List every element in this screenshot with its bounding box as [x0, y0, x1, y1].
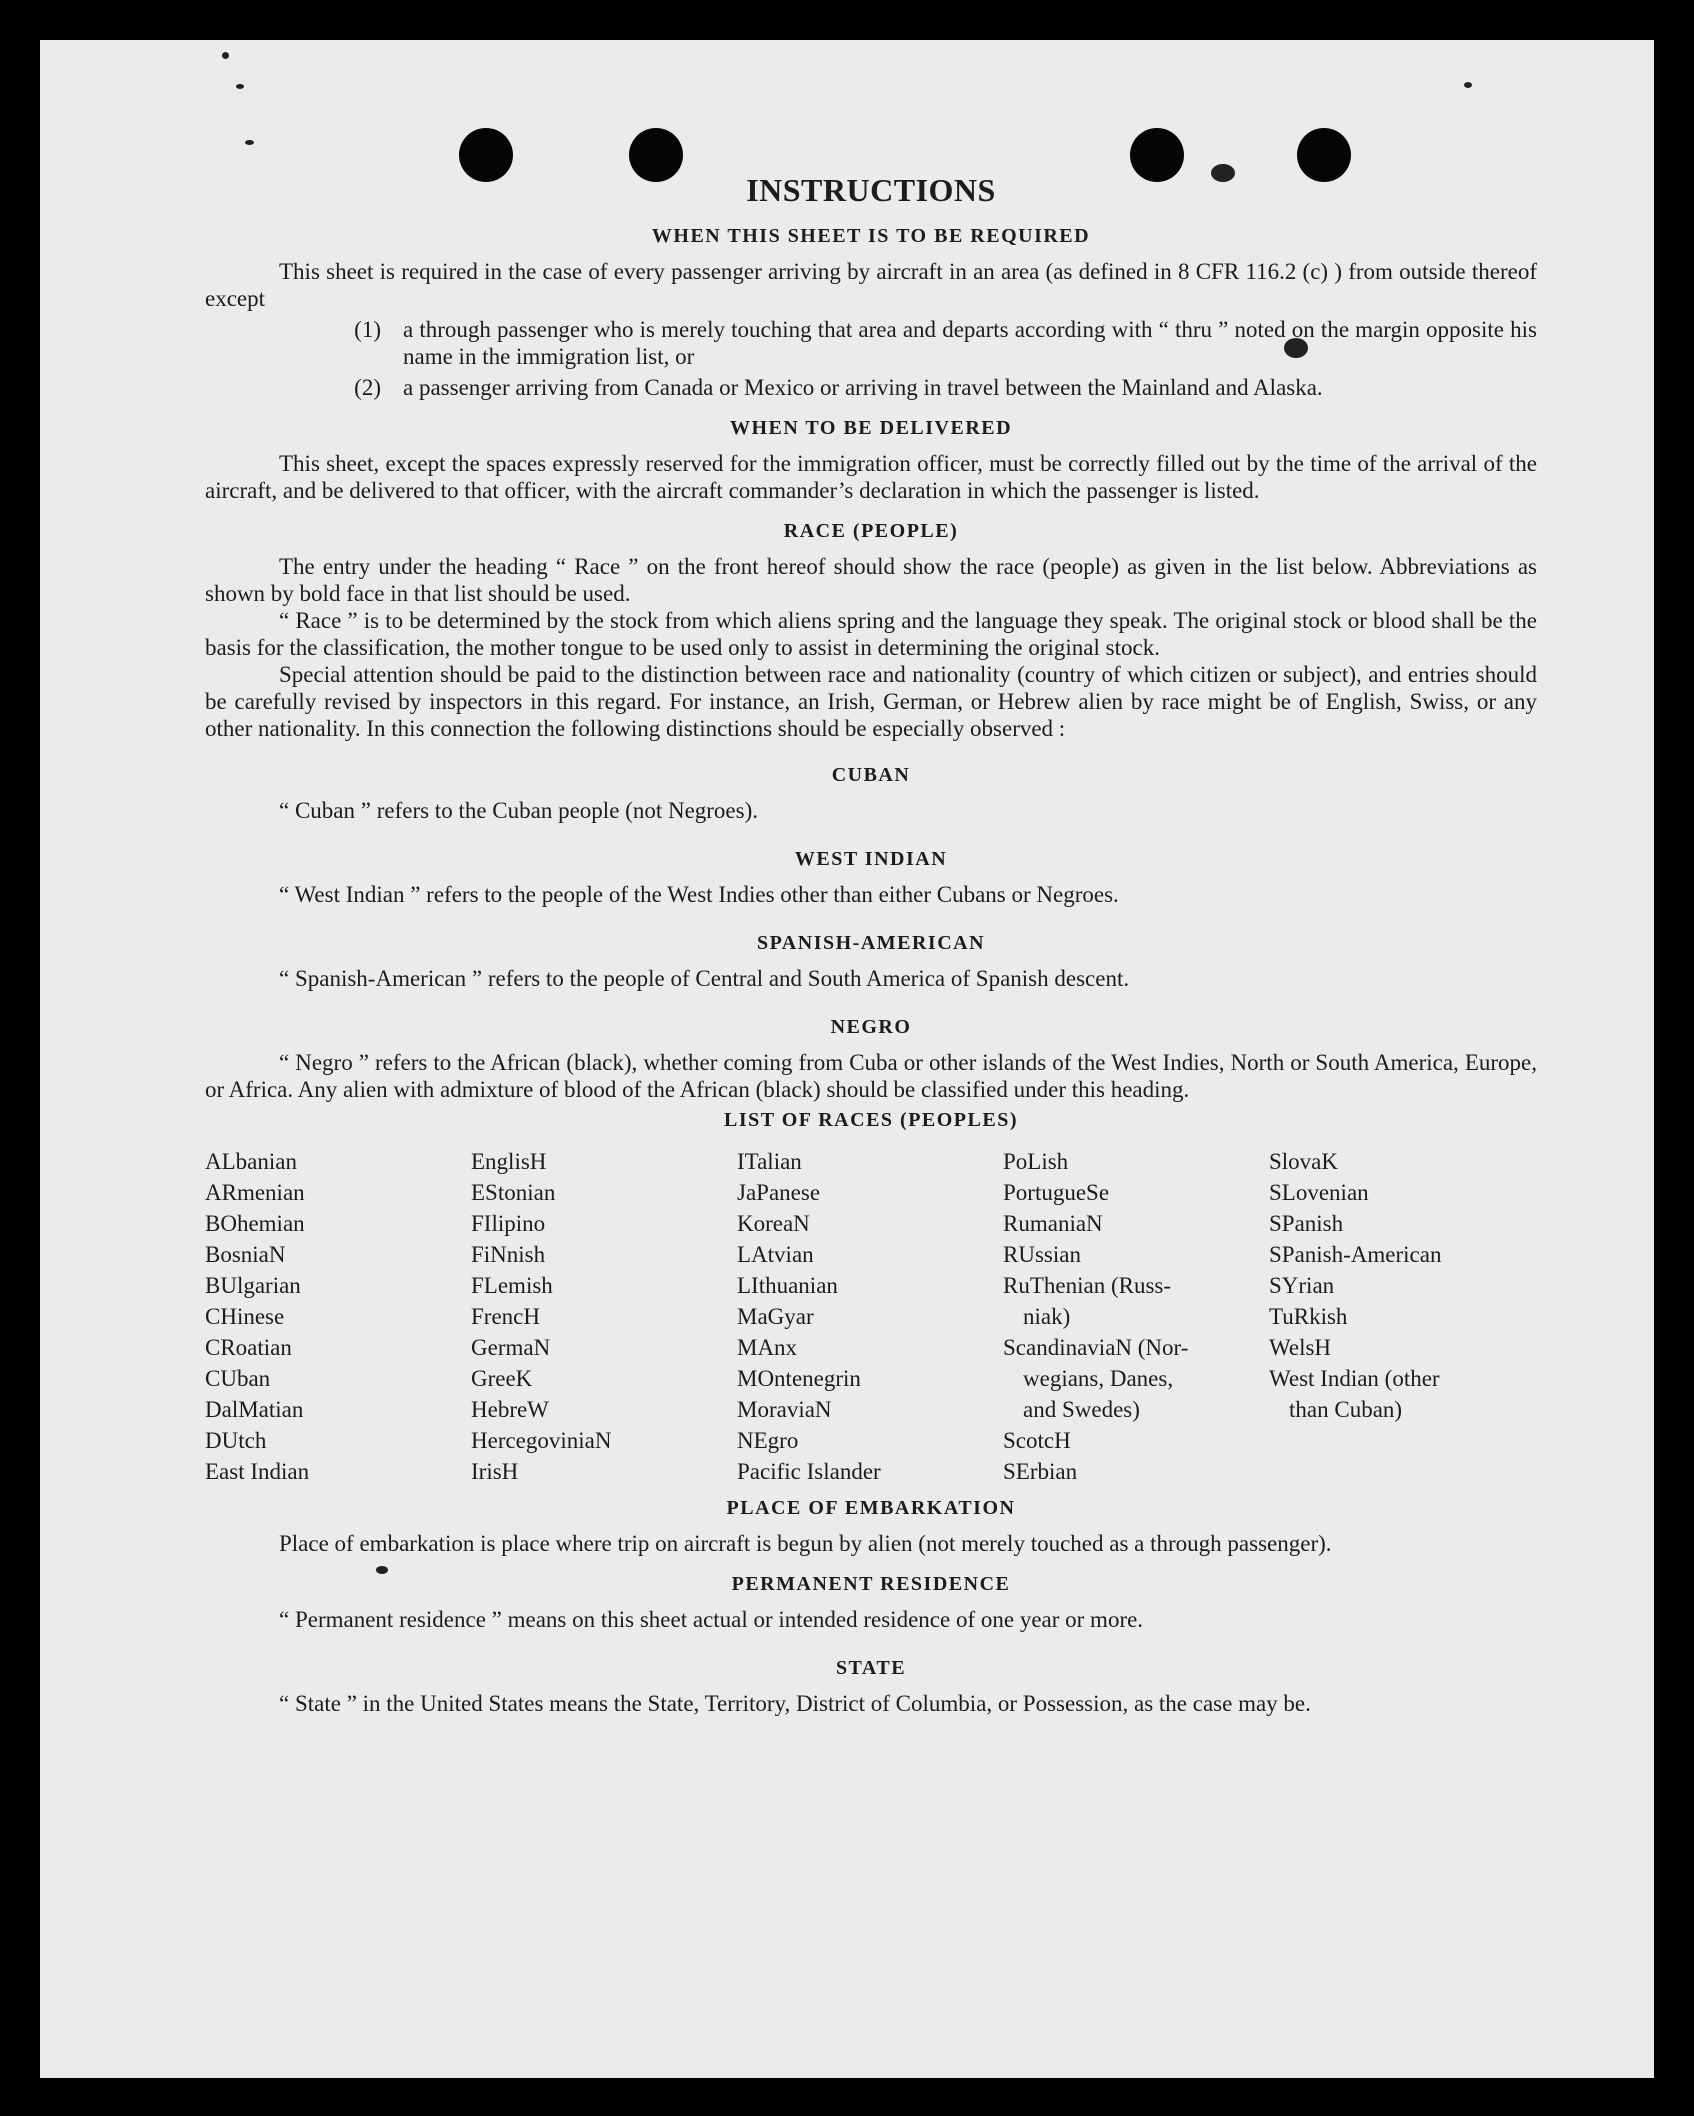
- speck-mark: [222, 52, 229, 59]
- race-entry: FLemish: [471, 1273, 553, 1298]
- race-entry: DUtch: [205, 1428, 267, 1453]
- race-entry: GermaN: [471, 1335, 551, 1360]
- embarkation-text: Place of embarkation is place where trip on aircraft is begun by alien (not merely touched as a through passenger).: [279, 1531, 1332, 1556]
- cuban-definition: “ Cuban ” refers to the Cuban people (not Negroes).: [279, 798, 759, 823]
- exception-item: [205, 316, 1537, 370]
- heading-race: RACE (PEOPLE): [783, 520, 959, 542]
- race-entry: than Cuban): [1289, 1397, 1403, 1422]
- race-entry: LIthuanian: [737, 1273, 838, 1298]
- race-entry: East Indian: [205, 1459, 310, 1484]
- race-entry: wegians, Danes,: [1023, 1366, 1174, 1391]
- race-entry: SErbian: [1003, 1459, 1078, 1484]
- instructions-content: [205, 172, 1537, 1717]
- race-entry: FiNnish: [471, 1242, 546, 1267]
- required-text: This sheet is required in the case of every passenger arriving by aircraft in an area (as defined in 8 CFR 116.2 (c) ) from outside thereof except: [205, 259, 1537, 311]
- race-entry: MAnx: [737, 1335, 798, 1360]
- speck-mark: [1464, 82, 1472, 88]
- race-entry: CUban: [205, 1366, 271, 1391]
- exception-item: [205, 374, 1537, 401]
- exception-number: (1): [354, 317, 381, 342]
- race-entry: Pacific Islander: [737, 1459, 881, 1484]
- race-entry: ARmenian: [205, 1180, 305, 1205]
- heading-when-required: WHEN THIS SHEET IS TO BE REQUIRED: [651, 225, 1091, 247]
- race-entry: ITalian: [737, 1149, 802, 1174]
- race-paragraph-3: Special attention should be paid to the distinction between race and nationality (country of which citizen or subject), and entries should be carefully revised by inspectors in this regard. For instance, an Irish, German, or Hebrew alien by race might be of English, Swiss, or any other nationality. In this connection the following distinctions should be especially observed :: [205, 662, 1537, 741]
- race-entry: SPanish: [1269, 1211, 1344, 1236]
- spanish-american-definition: “ Spanish-American ” refers to the people of Central and South America of Spanish descent.: [279, 966, 1130, 991]
- race-entry: FIlipino: [471, 1211, 546, 1236]
- race-entry: ScandinaviaN (Nor-: [1003, 1335, 1189, 1360]
- races-column: [1269, 1146, 1535, 1487]
- race-entry: RuThenian (Russ-: [1003, 1273, 1172, 1298]
- race-entry: TuRkish: [1269, 1304, 1348, 1329]
- race-entry: KoreaN: [737, 1211, 810, 1236]
- exception-number: (2): [354, 375, 381, 400]
- page-title: INSTRUCTIONS: [746, 172, 996, 208]
- race-entry: BUlgarian: [205, 1273, 301, 1298]
- race-entry: ScotcH: [1003, 1428, 1071, 1453]
- race-entry: and Swedes): [1023, 1397, 1140, 1422]
- race-entry: PoLish: [1003, 1149, 1069, 1174]
- delivered-text: This sheet, except the spaces expressly reserved for the immigration officer, must be correctly filled out by the time of the arrival of the aircraft, and be delivered to that officer, with the aircraft commander’s declaration in which the passenger is listed.: [205, 451, 1537, 503]
- race-entry: SPanish-American: [1269, 1242, 1442, 1267]
- west-indian-definition: “ West Indian ” refers to the people of the West Indies other than either Cubans or Negroes.: [279, 882, 1119, 907]
- race-entry: EStonian: [471, 1180, 556, 1205]
- speck-mark: [245, 140, 254, 145]
- state-definition: “ State ” in the United States means the State, Territory, District of Columbia, or Possession, as the case may be.: [279, 1691, 1311, 1716]
- race-entry: CHinese: [205, 1304, 285, 1329]
- heading-races-list: LIST OF RACES (PEOPLES): [723, 1109, 1018, 1131]
- race-entry: MOntenegrin: [737, 1366, 861, 1391]
- heading-permanent-residence: PERMANENT RESIDENCE: [731, 1573, 1011, 1595]
- negro-definition: “ Negro ” refers to the African (black), whether coming from Cuba or other islands of the West Indies, North or South America, Europe, or Africa. Any alien with admixture of blood of the African (black) should be classified under this heading.: [205, 1050, 1537, 1102]
- race-entry: West Indian (other: [1269, 1366, 1440, 1391]
- race-entry: SLovenian: [1269, 1180, 1369, 1205]
- race-entry: EnglisH: [471, 1149, 547, 1174]
- document-page: [40, 40, 1654, 2078]
- exception-text: a passenger arriving from Canada or Mexico or arriving in travel between the Mainland and Alaska.: [403, 375, 1323, 400]
- race-entry: NEgro: [737, 1428, 799, 1453]
- race-entry: PortugueSe: [1003, 1180, 1110, 1205]
- race-entry: SlovaK: [1269, 1149, 1338, 1174]
- heading-negro: NEGRO: [830, 1016, 912, 1038]
- heading-west-indian: WEST INDIAN: [794, 848, 948, 870]
- races-column: [1003, 1146, 1269, 1487]
- speck-mark: [236, 84, 244, 89]
- race-entry: SYrian: [1269, 1273, 1335, 1298]
- race-entry: BosniaN: [205, 1242, 286, 1267]
- race-paragraph-2: “ Race ” is to be determined by the stock from which aliens spring and the language they speak. The original stock or blood shall be the basis for the classification, the mother tongue to be used only to assist in determining the original stock.: [205, 608, 1537, 660]
- race-entry: niak): [1023, 1304, 1071, 1329]
- heading-spanish-american: SPANISH-AMERICAN: [756, 932, 986, 954]
- race-entry: DalMatian: [205, 1397, 304, 1422]
- race-paragraph-1: The entry under the heading “ Race ” on the front hereof should show the race (people) as given in the list below. Abbreviations as shown by bold face in that list should be used.: [205, 554, 1537, 606]
- heading-when-delivered: WHEN TO BE DELIVERED: [729, 417, 1013, 439]
- heading-cuban: CUBAN: [831, 764, 911, 786]
- heading-embarkation: PLACE OF EMBARKATION: [726, 1497, 1016, 1519]
- race-entry: HercegoviniaN: [471, 1428, 612, 1453]
- exception-text: a through passenger who is merely touching that area and departs according with “ thru ” noted on the margin opposite his name in the immigration list, or: [403, 317, 1537, 369]
- race-entry: RumaniaN: [1003, 1211, 1103, 1236]
- race-entry: GreeK: [471, 1366, 533, 1391]
- race-entry: FrencH: [471, 1304, 540, 1329]
- heading-state: STATE: [835, 1657, 907, 1679]
- race-entry: MoraviaN: [737, 1397, 832, 1422]
- race-entry: HebreW: [471, 1397, 549, 1422]
- race-entry: LAtvian: [737, 1242, 814, 1267]
- races-list: [205, 1146, 1537, 1487]
- race-entry: RUssian: [1003, 1242, 1081, 1267]
- race-entry: WelsH: [1269, 1335, 1332, 1360]
- race-entry: ALbanian: [205, 1149, 297, 1174]
- race-entry: MaGyar: [737, 1304, 814, 1329]
- races-column: [471, 1146, 737, 1487]
- race-entry: IrisH: [471, 1459, 519, 1484]
- race-entry: BOhemian: [205, 1211, 305, 1236]
- races-column: [205, 1146, 471, 1487]
- race-entry: JaPanese: [737, 1180, 821, 1205]
- residence-definition: “ Permanent residence ” means on this sheet actual or intended residence of one year or more.: [279, 1607, 1144, 1632]
- race-entry: CRoatian: [205, 1335, 292, 1360]
- races-column: [737, 1146, 1003, 1487]
